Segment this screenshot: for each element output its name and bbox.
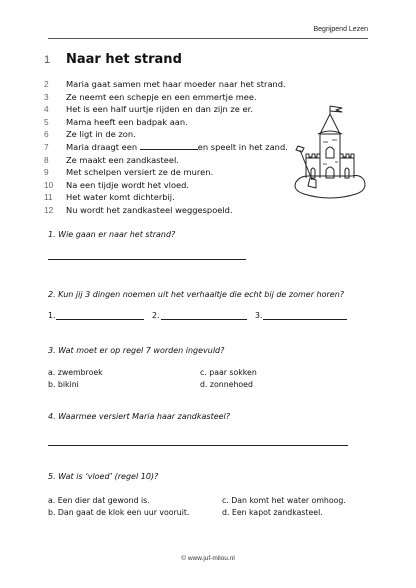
- line-number: 7: [44, 141, 49, 152]
- line-text: Het is een half uurtje rijden en dan zijn ze er.: [66, 104, 253, 115]
- title-line-number: 1: [44, 54, 51, 66]
- option-3a[interactable]: a. zwembroek: [48, 368, 103, 377]
- line-number: 9: [44, 167, 49, 178]
- question-4: 4. Waarmee versiert Maria haar zandkasteel?: [48, 412, 231, 421]
- story-line: [44, 78, 344, 91]
- option-5c[interactable]: c. Dan komt het water omhoog.: [222, 496, 346, 505]
- line-text-after-blank: en speelt in het zand.: [197, 141, 288, 152]
- answer-line-2-1[interactable]: [56, 319, 144, 320]
- line-text: Het water komt dichterbij.: [66, 192, 175, 203]
- line-number: 6: [44, 129, 49, 140]
- answer-label-2-2: 2.: [152, 311, 160, 320]
- story-line: [44, 91, 344, 104]
- line-text-before-blank: Maria draagt een: [66, 141, 138, 152]
- answer-label-2-1: 1.: [48, 311, 56, 320]
- line-text: Maria gaat samen met haar moeder naar het strand.: [66, 79, 286, 89]
- option-5d[interactable]: d. Een kapot zandkasteel.: [222, 508, 323, 517]
- answer-label-2-3: 3.: [255, 311, 263, 320]
- line-number: 5: [44, 116, 49, 127]
- page-title: Naar het strand: [66, 52, 182, 67]
- line-number: 4: [44, 104, 49, 115]
- line-text: Ze neemt een schepje en een emmertje mee.: [66, 91, 257, 102]
- line-text: Na een tijdje wordt het vloed.: [66, 179, 190, 190]
- line-number: 3: [44, 91, 49, 102]
- header-divider: [48, 38, 368, 39]
- line-text: Ze maakt een zandkasteel.: [66, 154, 179, 165]
- answer-line-2-3[interactable]: [263, 319, 347, 320]
- question-1: 1. Wie gaan er naar het strand?: [48, 230, 176, 239]
- answer-line-4[interactable]: [48, 445, 348, 446]
- line-number: 12: [44, 204, 54, 215]
- sandcastle-illustration: [290, 104, 370, 204]
- fill-in-blank[interactable]: [140, 141, 198, 150]
- question-3: 3. Wat moet er op regel 7 worden ingevuld?: [48, 346, 225, 355]
- question-2: 2. Kun jij 3 dingen noemen uit het verhaaltje die echt bij de zomer horen?: [48, 290, 345, 299]
- header-label: Begrijpend Lezen: [313, 26, 368, 33]
- option-3d[interactable]: d. zonnehoed: [200, 380, 253, 389]
- line-text: Nu wordt het zandkasteel weggespoeld.: [66, 204, 233, 215]
- question-5: 5. Wat is ‘vloed’ (regel 10)?: [48, 472, 159, 481]
- footer-copyright: © www.juf-milou.nl: [181, 555, 235, 562]
- line-number: 8: [44, 154, 49, 165]
- line-text: Met schelpen versiert ze de muren.: [66, 167, 214, 178]
- line-number: 11: [44, 192, 53, 203]
- line-number: 2: [44, 79, 49, 89]
- line-text: Mama heeft een badpak aan.: [66, 116, 188, 127]
- answer-line-2-2[interactable]: [161, 319, 247, 320]
- option-3c[interactable]: c. paar sokken: [200, 368, 257, 377]
- line-text-with-blank: [66, 141, 288, 154]
- story-line: [44, 204, 344, 217]
- line-number: 10: [44, 179, 54, 190]
- option-3b[interactable]: b. bikini: [48, 380, 79, 389]
- answer-line-1[interactable]: [48, 259, 246, 260]
- line-text: Ze ligt in de zon.: [66, 129, 136, 140]
- option-5b[interactable]: b. Dan gaat de klok een uur vooruit.: [48, 508, 190, 517]
- option-5a[interactable]: a. Een dier dat gewond is.: [48, 496, 150, 505]
